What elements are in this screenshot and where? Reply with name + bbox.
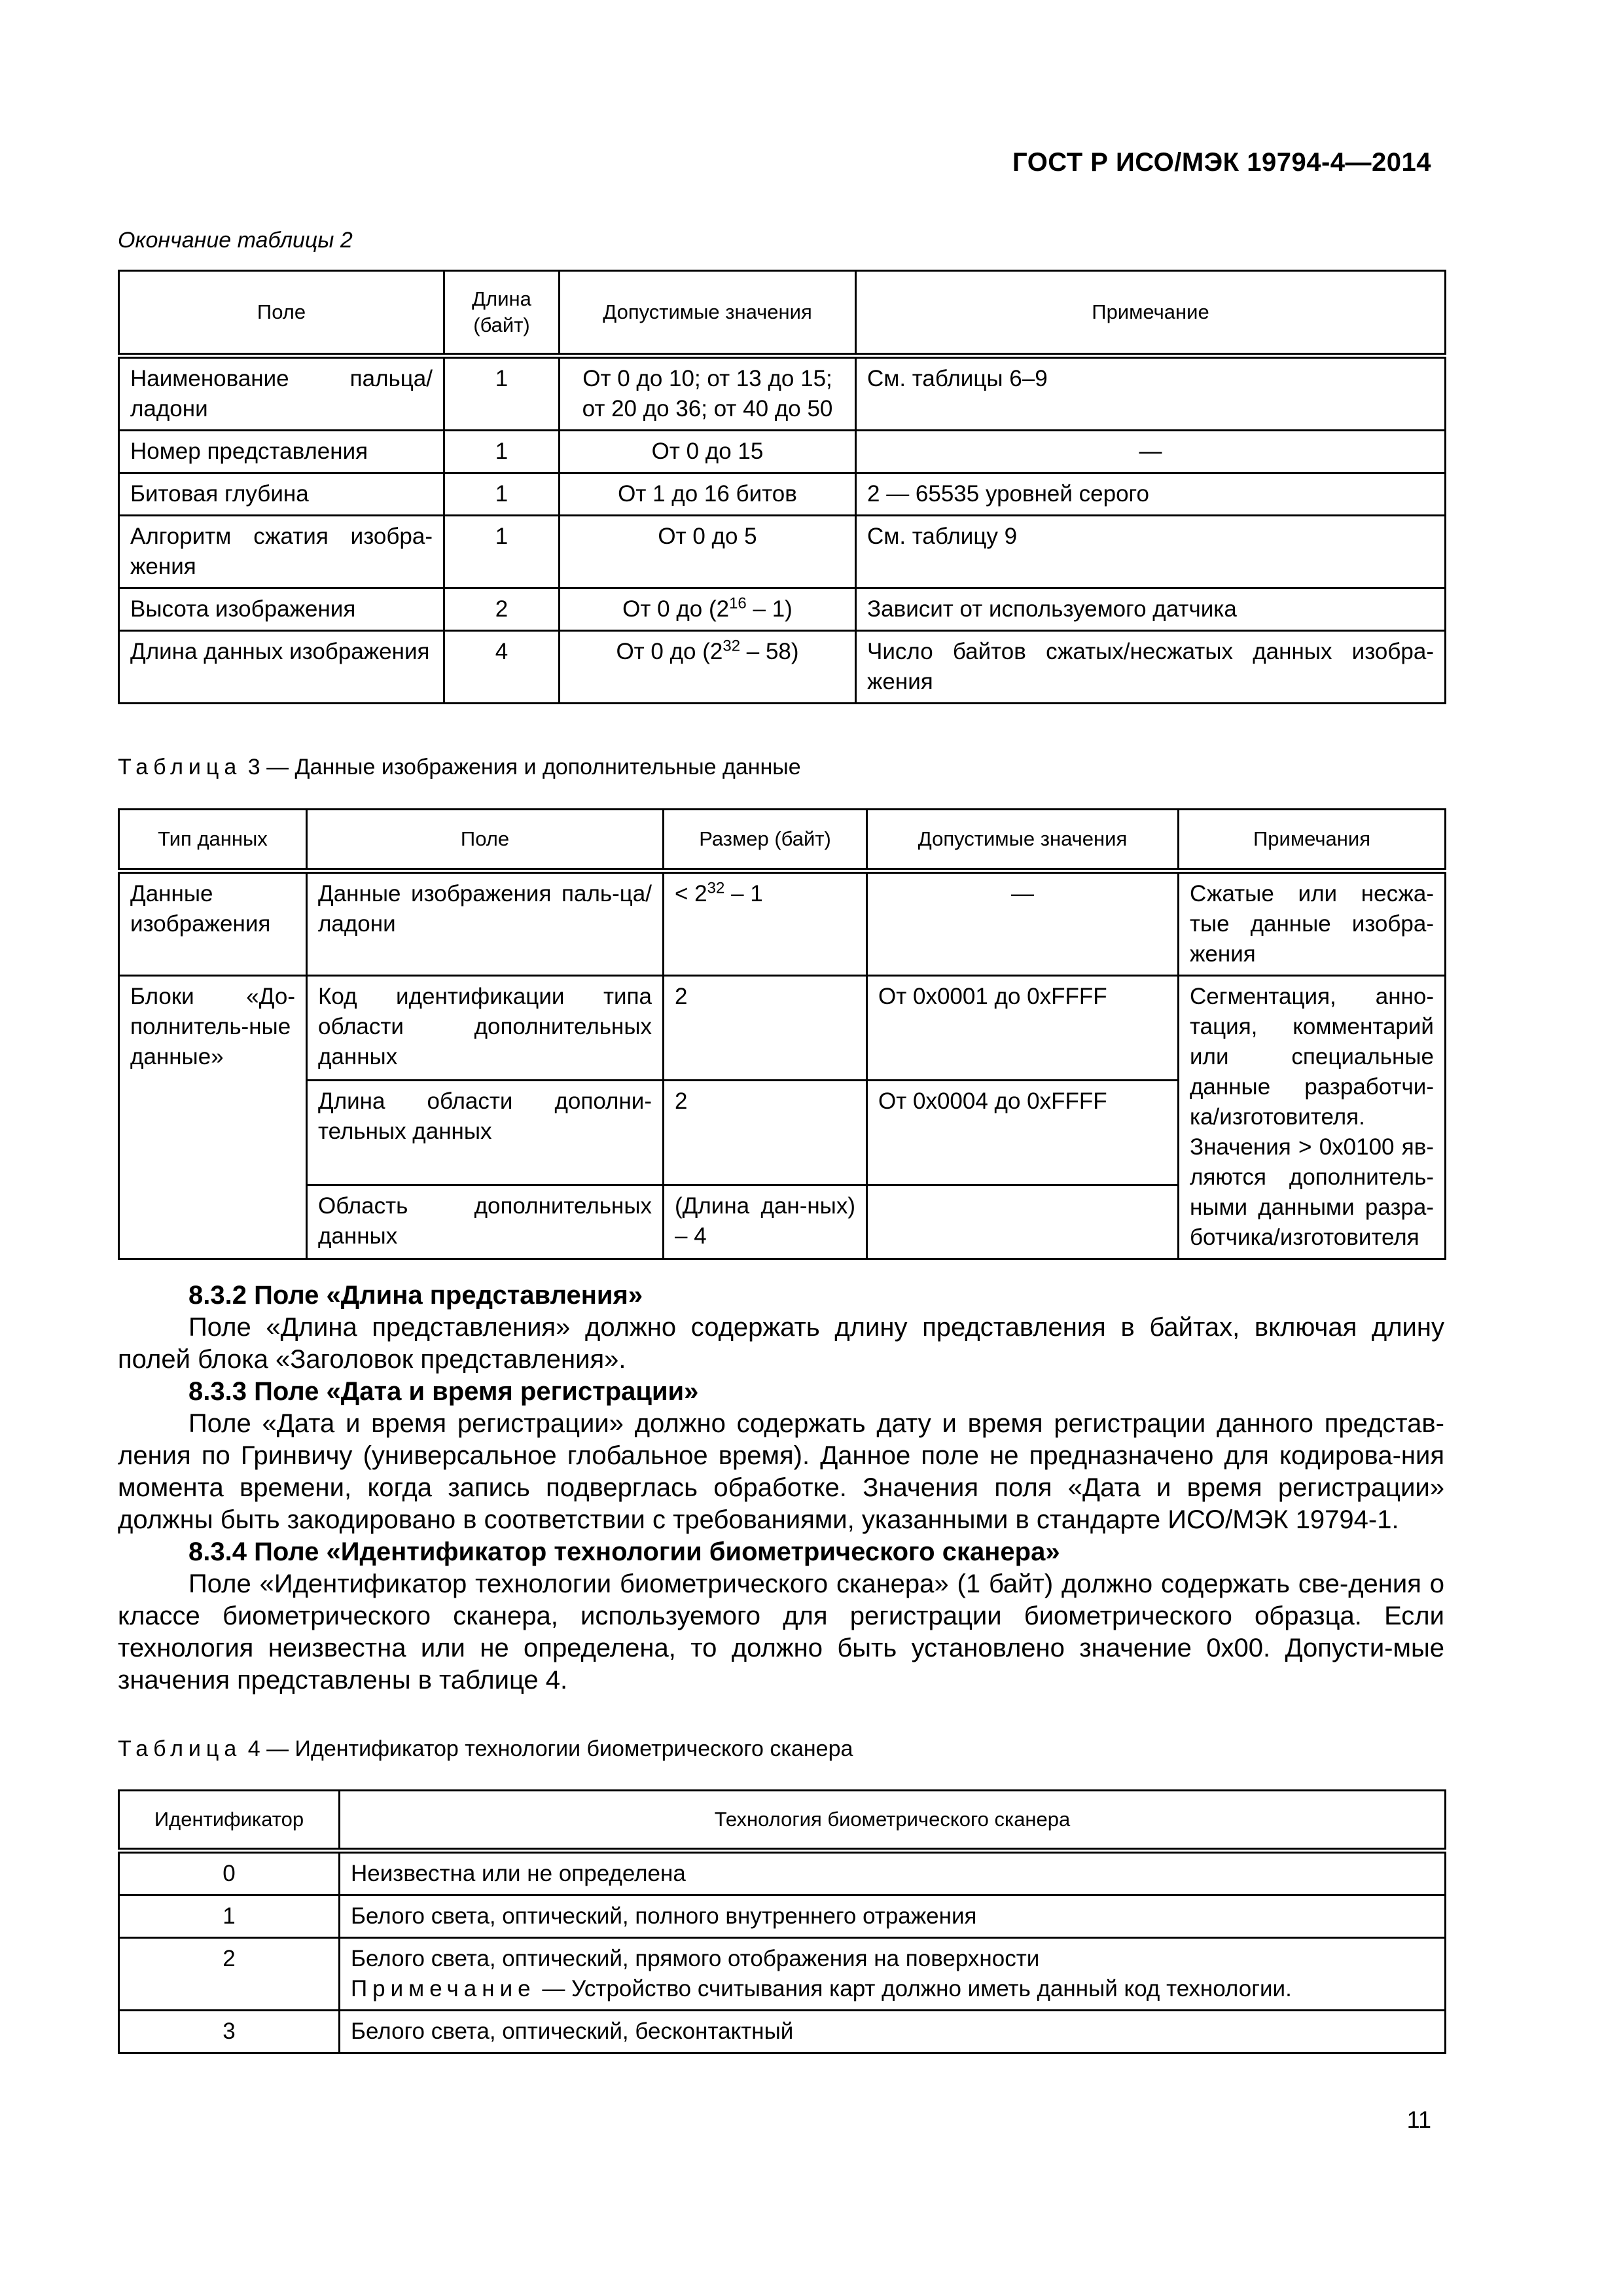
table4-header-row	[119, 1791, 1446, 1851]
table-cell: 1	[444, 516, 560, 588]
table-cell: 2	[664, 976, 867, 1081]
table-row	[119, 1851, 1446, 1895]
table-note	[351, 1974, 1434, 2004]
table-cell: Блоки «До-полнитель-ные данные»	[119, 976, 307, 1259]
table3-header-type: Тип данных	[119, 810, 307, 871]
table-cell: 2	[664, 1080, 867, 1185]
table-row	[119, 2011, 1446, 2053]
table2	[118, 270, 1446, 704]
table4-header-tech: Технология биометрического сканера	[340, 1791, 1446, 1851]
table4	[118, 1789, 1446, 2054]
table-cell: Длина области дополни-тельных данных	[307, 1080, 664, 1185]
table-cell: 4	[444, 631, 560, 704]
table-cell: От 0 до 10; от 13 до 15; от 20 до 36; от 40 до 50	[560, 356, 856, 431]
table3-header-field: Поле	[307, 810, 664, 871]
table-cell: 2 — 65535 уровней серого	[856, 473, 1446, 516]
table-row	[119, 1895, 1446, 1938]
table-cell: См. таблицу 9	[856, 516, 1446, 588]
formula-exponent: 32	[722, 637, 741, 655]
table3	[118, 808, 1446, 1260]
table-cell: Битовая глубина	[119, 473, 444, 516]
formula-text: – 1)	[746, 596, 793, 622]
table-cell: Белого света, оптический, полного внутреннего отражения	[340, 1895, 1446, 1938]
table3-header-row	[119, 810, 1446, 871]
table-row	[119, 473, 1446, 516]
table3-header-values: Допустимые значения	[867, 810, 1179, 871]
table-cell: От 0x0004 до 0xFFFF	[867, 1080, 1179, 1185]
formula-text: < 2	[675, 881, 707, 906]
note-label: Примечание	[351, 1976, 536, 2001]
table-cell: —	[856, 431, 1446, 473]
table-cell: Данные изображения паль-ца/ладони	[307, 871, 664, 976]
table-cell: Область дополнительных данных	[307, 1185, 664, 1259]
table-cell: От 0 до 15	[560, 431, 856, 473]
table-row	[119, 631, 1446, 704]
table-cell	[340, 1938, 1446, 2011]
table2-header-note: Примечание	[856, 271, 1446, 356]
table-cell: Код идентификации типа области дополнительных данных	[307, 976, 664, 1081]
table-cell	[867, 1185, 1179, 1259]
table-cell: От 0x0001 до 0xFFFF	[867, 976, 1179, 1081]
table-row	[119, 356, 1446, 431]
table-cell: От 0 до 5	[560, 516, 856, 588]
table-row	[119, 431, 1446, 473]
paragraph-8-3-4: Поле «Идентификатор технологии биометрического сканера» (1 байт) должно содержать све-дения о классе биометрического сканера, используемого для регистрации биометрического образца. Если технология неизвестна или не определена, то должно быть установлено значение 0x00. Допусти-мые значения представлены в таблице 4.	[118, 1570, 1444, 1695]
table-cell: 1	[444, 431, 560, 473]
table-cell: 2	[119, 1938, 340, 2011]
table-row	[119, 516, 1446, 588]
table4-header-id: Идентификатор	[119, 1791, 340, 1851]
paragraph-8-3-3: Поле «Дата и время регистрации» должно содержать дату и время регистрации данного представ-ления по Гринвичу (универсальное глобальное время). Данное поле не предназначено для кодирова-ния момента времени, когда запись подверглась обработке. Значения поля «Дата и время регистрации» должны быть закодировано в соответствии с требованиями, указанными в стандарте ИСО/МЭК 19794-1.	[118, 1409, 1444, 1534]
body-text	[118, 1280, 1444, 1696]
table-cell: 3	[119, 2011, 340, 2053]
table-cell: От 1 до 16 битов	[560, 473, 856, 516]
table2-header-values: Допустимые значения	[560, 271, 856, 356]
table-cell: Сегментация, анно-тация, комментарий или специальные данные разработчи-ка/изготовителя. Значения > 0x0100 яв-ляются дополнитель-ными данными разра-ботчика/изготовителя	[1179, 976, 1446, 1259]
table-cell: Номер представления	[119, 431, 444, 473]
table-cell: Длина данных изображения	[119, 631, 444, 704]
table2-header-field: Поле	[119, 271, 444, 356]
formula-exponent: 16	[729, 594, 747, 613]
table4-caption	[118, 1736, 853, 1762]
table-cell: Белого света, оптический, бесконтактный	[340, 2011, 1446, 2053]
table-cell: 1	[444, 356, 560, 431]
table2-header-row	[119, 271, 1446, 356]
table-cell: (Длина дан-ных) – 4	[664, 1185, 867, 1259]
section-heading-8-3-2: 8.3.2 Поле «Длина представления»	[188, 1281, 643, 1310]
table-cell: 2	[444, 588, 560, 631]
note-text: — Устройство считывания карт должно иметь данный код технологии.	[535, 1976, 1292, 2001]
section-heading-8-3-3: 8.3.3 Поле «Дата и время регистрации»	[188, 1377, 699, 1406]
table-cell: Число байтов сжатых/несжатых данных изобра-жения	[856, 631, 1446, 704]
table-cell: —	[867, 871, 1179, 976]
table-row	[119, 871, 1446, 976]
formula-text: – 58)	[740, 639, 799, 664]
table-cell: 0	[119, 1851, 340, 1895]
table-cell: Алгоритм сжатия изобра-жения	[119, 516, 444, 588]
table-cell: Высота изображения	[119, 588, 444, 631]
table-row	[119, 1938, 1446, 2011]
formula-text: От 0 до (2	[622, 596, 730, 622]
table4-caption-text: 4 — Идентификатор технологии биометрического сканера	[241, 1736, 853, 1761]
table-cell	[560, 631, 856, 704]
table-cell: Данные изображения	[119, 871, 307, 976]
table4-caption-label: Таблица	[118, 1736, 242, 1761]
document-header: ГОСТ Р ИСО/МЭК 19794-4—2014	[1012, 148, 1431, 177]
table-cell: Неизвестна или не определена	[340, 1851, 1446, 1895]
table-cell: 1	[119, 1895, 340, 1938]
table3-caption-label: Таблица	[118, 755, 242, 780]
table-cell: См. таблицы 6–9	[856, 356, 1446, 431]
table3-caption-text: 3 — Данные изображения и дополнительные данные	[241, 755, 801, 780]
table-cell	[560, 588, 856, 631]
table-cell: Сжатые или несжа-тые данные изобра-жения	[1179, 871, 1446, 976]
table-cell: 1	[444, 473, 560, 516]
table3-header-size: Размер (байт)	[664, 810, 867, 871]
table-cell: Зависит от используемого датчика	[856, 588, 1446, 631]
table2-header-length: Длина (байт)	[444, 271, 560, 356]
table-row	[119, 976, 1446, 1081]
section-heading-8-3-4: 8.3.4 Поле «Идентификатор технологии биометрического сканера»	[188, 1537, 1060, 1566]
table-cell: Наименование пальца/ ладони	[119, 356, 444, 431]
formula-text: – 1	[724, 881, 763, 906]
formula-text: От 0 до (2	[616, 639, 723, 664]
table-row	[119, 588, 1446, 631]
page-number: 11	[1406, 2106, 1431, 2133]
table-cell-text: Белого света, оптический, прямого отображения на поверхности	[351, 1946, 1040, 1971]
formula-exponent: 32	[707, 879, 725, 897]
table3-header-note: Примечания	[1179, 810, 1446, 871]
table3-caption	[118, 755, 801, 780]
table2-caption: Окончание таблицы 2	[118, 228, 353, 253]
paragraph-8-3-2: Поле «Длина представления» должно содержать длину представления в байтах, включая длину полей блока «Заголовок представления».	[118, 1313, 1444, 1374]
table-cell	[664, 871, 867, 976]
